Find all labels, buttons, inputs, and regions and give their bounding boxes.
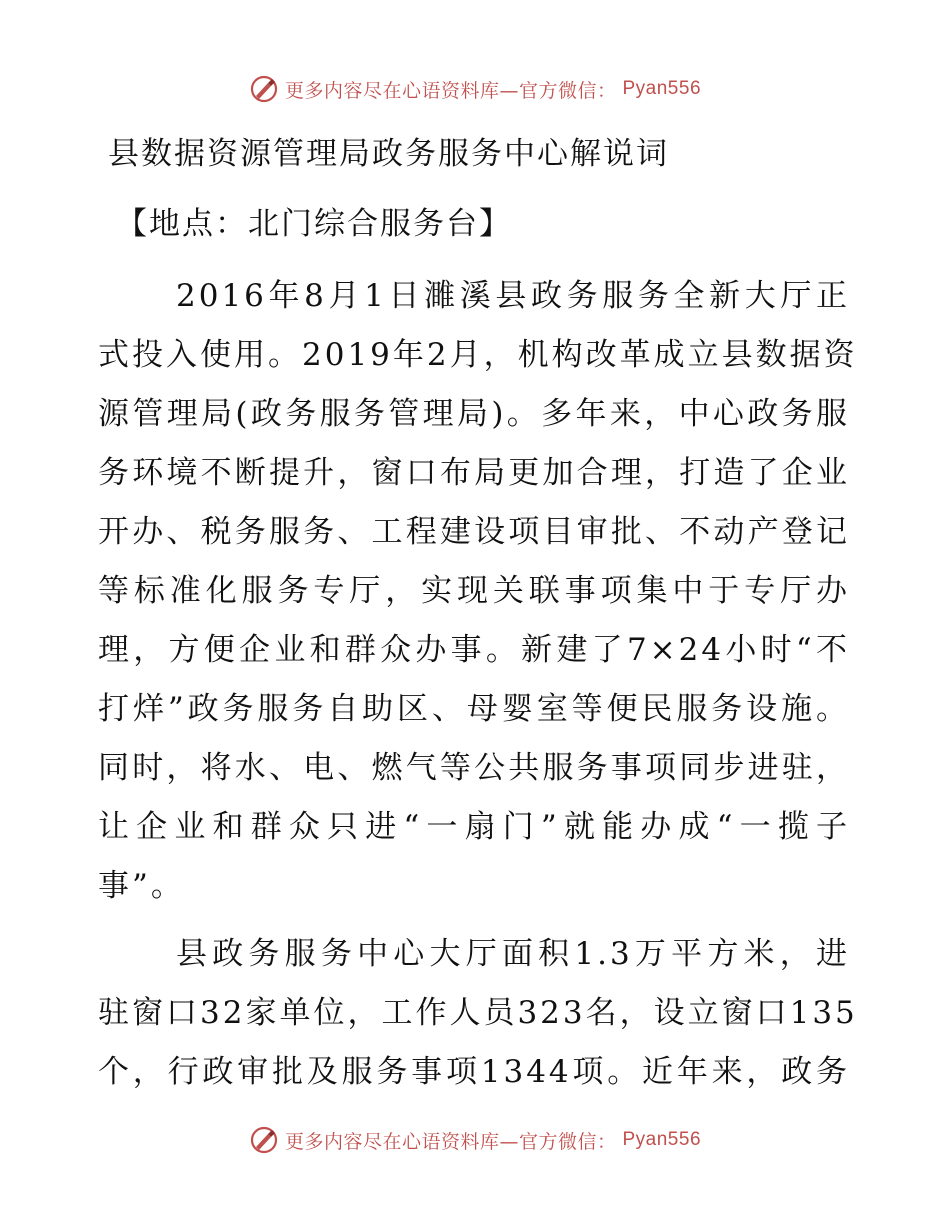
paragraph-line: 打烊”政务服务自助区、母婴室等便民服务设施。 <box>98 691 850 727</box>
watermark-footer <box>0 1125 950 1155</box>
paragraph-line: 县政务服务中心大厅面积1.3万平方米，进 <box>176 936 850 972</box>
paragraph-line: 个，行政审批及服务事项1344项。近年来，政务 <box>98 1054 850 1090</box>
pen-logo-icon <box>249 1125 279 1155</box>
paragraph-line: 事”。 <box>98 868 185 904</box>
paragraph-line: 开办、税务服务、工程建设项目审批、不动产登记 <box>98 514 850 550</box>
paragraph-line: 等标准化服务专厅，实现关联事项集中于专厅办 <box>98 573 850 609</box>
watermark-account: Pyan556 <box>622 78 702 99</box>
paragraph-line: 式投入使用。2019年2月，机构改革成立县数据资 <box>98 337 858 373</box>
document-location: 【地点：北门综合服务台】 <box>116 206 512 242</box>
document-title: 县数据资源管理局政务服务中心解说词 <box>108 136 669 172</box>
paragraph-line: 理，方便企业和群众办事。新建了7×24小时“不 <box>98 632 850 668</box>
paragraph-line: 务环境不断提升，窗口布局更加合理，打造了企业 <box>98 455 850 491</box>
paragraph-line: 驻窗口32家单位，工作人员323名，设立窗口135 <box>98 995 858 1031</box>
paragraph-line: 同时，将水、电、燃气等公共服务事项同步进驻， <box>98 750 850 786</box>
paragraph-line: 源管理局(政务服务管理局)。多年来，中心政务服 <box>98 396 850 432</box>
watermark-header <box>0 74 950 104</box>
paragraph-1 <box>98 267 858 916</box>
paragraph-line: 2016年8月1日濉溪县政务服务全新大厅正 <box>176 278 850 314</box>
watermark-text: 更多内容尽在心语资料库—官方微信： <box>284 79 617 102</box>
paragraph-2 <box>98 925 858 1102</box>
paragraph-line: 让企业和群众只进“一扇门”就能办成“一揽子 <box>98 809 850 845</box>
watermark-account: Pyan556 <box>622 1129 702 1150</box>
pen-logo-icon <box>249 74 279 104</box>
watermark-text: 更多内容尽在心语资料库—官方微信： <box>284 1130 617 1153</box>
